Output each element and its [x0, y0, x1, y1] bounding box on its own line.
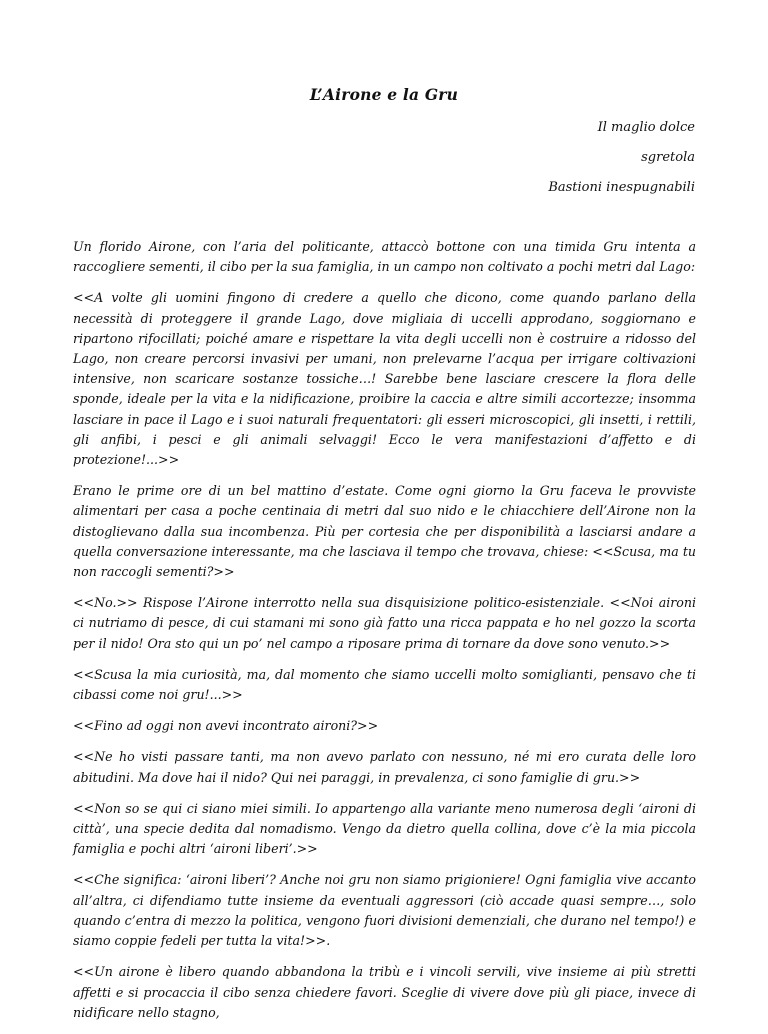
- document-body: [73, 237, 696, 1034]
- paragraph: <<Non so se qui ci siano miei simili. Io appartengo alla variante meno numerosa degli ‘aironi di città’, una specie dedita dal nomadismo. Vengo da dietro quella collina, dove c’è la mia piccola famiglia e pochi altri ‘aironi liberi’.>>: [73, 800, 696, 857]
- paragraph: <<Un airone è libero quando abbandona la tribù e i vincoli servili, vive insieme ai più stretti affetti e si procaccia il cibo senza chiedere favori. Sceglie di vivere dove più gli piace, invece di nidificare nello stagno,: [73, 964, 696, 1020]
- paragraph: <<Fino ad oggi non avevi incontrato aironi?>>: [73, 718, 379, 734]
- paragraph: <<Scusa la mia curiosità, ma, dal momento che siamo uccelli molto somiglianti, pensavo che ti cibassi come noi gru!...>>: [73, 666, 696, 703]
- paragraph: <<Ne ho visti passare tanti, ma non avevo parlato con nessuno, né mi ero curata delle loro abitudini. Ma dove hai il nido? Qui nei paraggi, in prevalenza, ci sono famiglie di gru.>>: [73, 749, 696, 785]
- paragraph: Erano le prime ore di un bel mattino d’estate. Come ogni giorno la Gru faceva le provviste alimentari per casa a poche centinaia di metri dal suo nido e le chiacchiere dell’Airone non la distoglievano dalla sua incombenza. Più per cortesia che per disponibilità a lasciarsi andare a quella conversazione interessante, ma che lasciava il tempo che trovava, chiese: <<Scusa, ma tu non raccogli sementi?>>: [73, 483, 696, 580]
- paragraph: <<Che significa: ‘aironi liberi’? Anche noi gru non siamo prigioniere! Ogni famiglia vive accanto all’altra, ci difendiamo tutte insieme da eventuali aggressori (ciò accade quasi sempre…, solo quando c’entra di mezzo la politica, vengono fuori divisioni demenziali, che durano nel tempo!) e siamo coppie fedeli per tutta la vita!>>.: [73, 872, 696, 949]
- epigraph: [548, 118, 695, 208]
- epigraph-line: Il maglio dolce: [597, 120, 695, 135]
- epigraph-line: Bastioni inespugnabili: [548, 180, 695, 195]
- epigraph-line: sgretola: [641, 150, 695, 165]
- paragraph: Un florido Airone, con l’aria del politicante, attaccò bottone con una timida Gru intenta a raccogliere sementi, il cibo per la sua famiglia, in un campo non coltivato a pochi metri dal Lago:: [73, 239, 696, 275]
- paragraph: <<No.>> Rispose l’Airone interrotto nella sua disquisizione politico-esistenziale. <<Noi aironi ci nutriamo di pesce, di cui stamani mi sono già fatto una ricca pappata e ho nel gozzo la scorta per il nido! Ora sto qui un po’ nel campo a riposare prima di tornare da dove sono venuto.>>: [73, 595, 696, 651]
- page-title: L’Airone e la Gru: [309, 85, 459, 104]
- paragraph: <<A volte gli uomini fingono di credere a quello che dicono, come quando parlano della necessità di proteggere il grande Lago, dove migliaia di uccelli approdano, soggiornano e ripartono rifocillati; poiché amare e rispettare la vita degli uccelli non è costruire a ridosso del Lago, non creare percorsi invasivi per umani, non prelevarne l’acqua per irrigare coltivazioni intensive, non scaricare sostanze tossiche…! Sarebbe bene lasciare crescere la flora delle sponde, ideale per la vita e la nidificazione, proibire la caccia e altre simili accortezze; insomma lasciare in pace il Lago e i suoi naturali frequentatori: gli esseri microscopici, gli insetti, i rettili, gli anfibi, i pesci e gli animali selvaggi! Ecco le vera manifestazioni d’affetto e di protezione!...>>: [73, 290, 696, 468]
